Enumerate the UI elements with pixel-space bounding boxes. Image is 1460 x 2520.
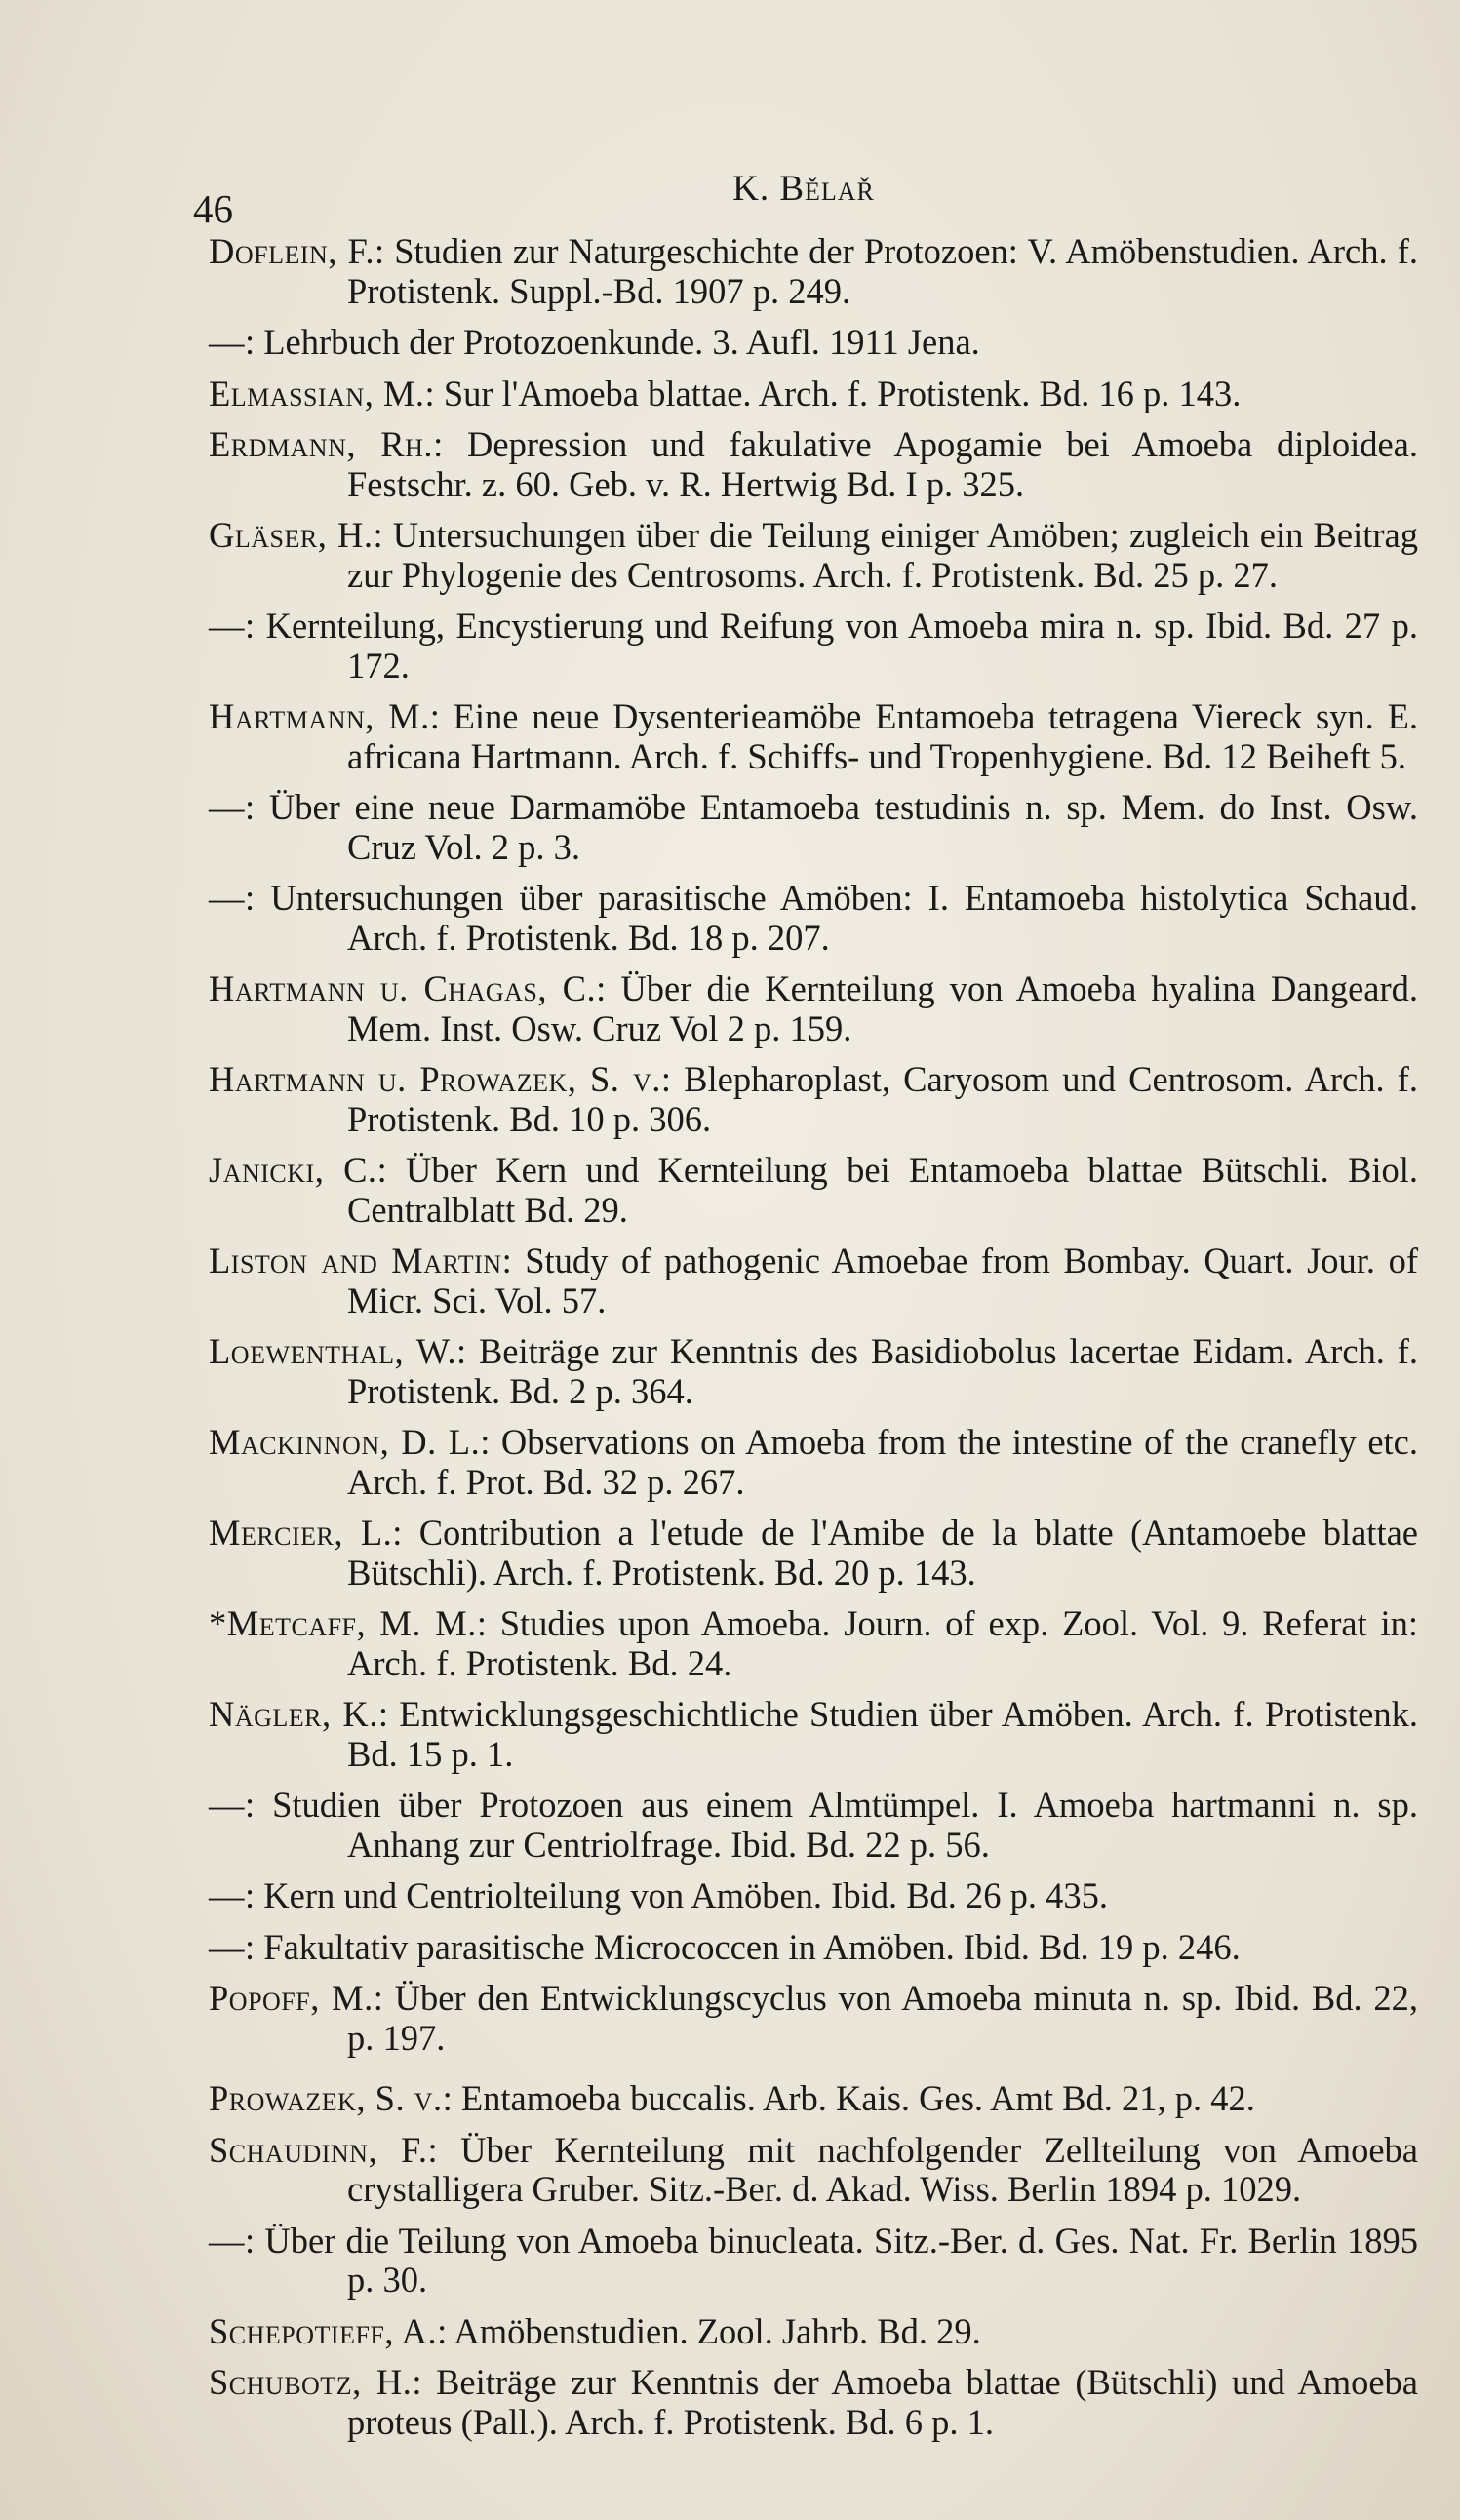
reference-author: — [209, 787, 245, 827]
reference-text: : Beiträge zur Kenntnis des Basidiobolus lacertae Eidam. Arch. f. Protistenk. Bd. 2 p. 364. [347, 1331, 1418, 1411]
reference-text: : Kern und Centriolteilung von Amöben. Ibid. Bd. 26 p. 435. [245, 1875, 1109, 1915]
reference-entry [209, 425, 1418, 504]
reference-author: Hartmann, M. [209, 696, 430, 736]
reference-text: : Depression und fakulative Apogamie bei Amoeba diploidea. Festschr. z. 60. Geb. v. R. Hertwig Bd. I p. 325. [347, 424, 1419, 504]
reference-author: — [209, 606, 245, 646]
reference-author: *Metcaff, M. M. [209, 1603, 477, 1643]
reference-author: Schubotz, H. [209, 2362, 413, 2402]
reference-text: : Über den Entwicklungscyclus von Amoeba minuta n. sp. Ibid. Bd. 22, p. 197. [347, 1978, 1419, 2058]
reference-author: — [209, 2220, 245, 2261]
page-header [193, 168, 1414, 231]
reference-text: : Über die Teilung von Amoeba binucleata. Sitz.-Ber. d. Ges. Nat. Fr. Berlin 1895 p. 30. [245, 2220, 1418, 2300]
reference-author: — [209, 1785, 245, 1825]
reference-entry [209, 2131, 1418, 2210]
reference-list [209, 232, 1418, 2454]
reference-text: : Über Kernteilung mit nachfolgender Zellteilung von Amoeba crystalligera Gruber. Sitz.-Ber. d. Akad. Wiss. Berlin 1894 p. 1029. [347, 2129, 1418, 2209]
reference-entry [209, 1514, 1418, 1593]
reference-entry [209, 1604, 1418, 1683]
reference-text: : Blepharoplast, Caryosom und Centrosom. Arch. f. Protistenk. Bd. 10 p. 306. [347, 1059, 1418, 1139]
reference-entry [209, 879, 1418, 958]
reference-text: : Untersuchungen über die Teilung einiger Amöben; zugleich ein Beitrag zur Phylogenie des Centrosoms. Arch. f. Protistenk. Bd. 25 p. 27. [347, 515, 1418, 595]
reference-entry [209, 2312, 1418, 2352]
reference-author: Schepotieff, A. [209, 2310, 438, 2351]
reference-text: : Fakultativ parasitische Micrococcen in Amöben. Ibid. Bd. 19 p. 246. [245, 1926, 1241, 1967]
reference-text: : Über Kern und Kernteilung bei Entamoeba blattae Bütschli. Biol. Centralblatt Bd. 29. [347, 1150, 1418, 1230]
reference-author: Erdmann, Rh. [209, 424, 434, 464]
reference-entry [209, 1695, 1418, 1774]
reference-text: : Contribution a l'etude de l'Amibe de la blatte (Antamoebe blattae Bütschli). Arch. f. Protistenk. Bd. 20 p. 143. [347, 1513, 1418, 1593]
reference-entry [209, 1332, 1418, 1411]
reference-text: : Sur l'Amoeba blattae. Arch. f. Protistenk. Bd. 16 p. 143. [424, 373, 1242, 413]
reference-entry [209, 516, 1418, 595]
reference-entry [209, 788, 1418, 867]
reference-author: Prowazek, S. v. [209, 2078, 443, 2118]
reference-entry [209, 1423, 1418, 1502]
reference-entry [209, 374, 1418, 414]
reference-author: Loewenthal, W. [209, 1331, 456, 1371]
reference-author: Hartmann u. Prowazek, S. v. [209, 1059, 661, 1099]
reference-text: : Studies upon Amoeba. Journ. of exp. Zool. Vol. 9. Referat in: Arch. f. Protistenk. Bd. 24. [347, 1603, 1418, 1683]
reference-author: Mercier, L. [209, 1513, 393, 1553]
reference-entry [209, 1060, 1418, 1139]
reference-entry [209, 232, 1418, 311]
reference-author: Gläser, H. [209, 515, 374, 555]
reference-author: — [209, 1875, 245, 1915]
reference-author: Mackinnon, D. L. [209, 1422, 481, 1462]
reference-text: : Eine neue Dysenterieamöbe Entamoeba tetragena Viereck syn. E. africana Hartmann. Arch. f. Schiffs- und Tropenhygiene. Bd. 12 Beiheft 5. [347, 696, 1418, 776]
reference-entry [209, 1876, 1418, 1916]
reference-author: Popoff, M. [209, 1978, 374, 2018]
reference-author: — [209, 322, 245, 362]
reference-text: : Study of pathogenic Amoebae from Bombay. Quart. Jour. of Micr. Sci. Vol. 57. [347, 1240, 1418, 1320]
reference-author: Elmassian, M. [209, 373, 425, 413]
reference-author: Hartmann u. Chagas, C. [209, 968, 597, 1008]
reference-author: — [209, 878, 245, 918]
reference-author: Doflein, F. [209, 231, 375, 271]
reference-text: : Untersuchungen über parasitische Amöben: I. Entamoeba histolytica Schaud. Arch. f. Protistenk. Bd. 18 p. 207. [245, 878, 1418, 958]
reference-text: : Lehrbuch der Protozoenkunde. 3. Aufl. 1911 Jena. [245, 322, 980, 362]
reference-text: : Über die Kernteilung von Amoeba hyalina Dangeard. Mem. Inst. Osw. Cruz Vol 2 p. 159. [347, 968, 1419, 1048]
reference-entry [209, 1928, 1418, 1968]
reference-entry [209, 969, 1418, 1048]
reference-entry [209, 697, 1418, 776]
reference-text: : Studien zur Naturgeschichte der Protozoen: V. Amöbenstudien. Arch. f. Protistenk. Suppl.-Bd. 1907 p. 249. [347, 231, 1419, 311]
running-head: K. Bělař [732, 169, 875, 209]
reference-entry [209, 2363, 1418, 2442]
reference-author: — [209, 1926, 245, 1967]
reference-entry [209, 2222, 1418, 2301]
reference-text: : Entamoeba buccalis. Arb. Kais. Ges. Amt Bd. 21, p. 42. [442, 2078, 1255, 2118]
reference-author: Liston and Martin [209, 1240, 502, 1280]
reference-entry [209, 1786, 1418, 1865]
reference-entry [209, 2079, 1418, 2119]
reference-author: Schaudinn, F. [209, 2129, 428, 2170]
reference-text: : Über eine neue Darmamöbe Entamoeba testudinis n. sp. Mem. do Inst. Osw. Cruz Vol. 2 p. 3. [245, 787, 1418, 867]
reference-entry [209, 1151, 1418, 1230]
reference-entry [209, 607, 1418, 686]
reference-text: : Studien über Protozoen aus einem Almtümpel. I. Amoeba hartmanni n. sp. Anhang zur Centriolfrage. Ibid. Bd. 22 p. 56. [245, 1785, 1418, 1865]
reference-author: Nägler, K. [209, 1694, 378, 1734]
reference-text: : Entwicklungsgeschichtliche Studien über Amöben. Arch. f. Protistenk. Bd. 15 p. 1. [347, 1694, 1418, 1774]
reference-entry [209, 1241, 1418, 1320]
reference-text: : Kernteilung, Encystierung und Reifung von Amoeba mira n. sp. Ibid. Bd. 27 p. 172. [245, 606, 1418, 686]
reference-text: : Amöbenstudien. Zool. Jahrb. Bd. 29. [437, 2310, 981, 2351]
reference-text: : Beiträge zur Kenntnis der Amoeba blattae (Bütschli) und Amoeba proteus (Pall.). Arch. f. Protistenk. Bd. 6 p. 1. [347, 2362, 1418, 2442]
reference-author: Janicki, C. [209, 1150, 377, 1190]
reference-text: : Observations on Amoeba from the intestine of the cranefly etc. Arch. f. Prot. Bd. 32 p. 267. [347, 1422, 1418, 1502]
reference-entry [209, 1979, 1418, 2058]
reference-entry [209, 323, 1418, 363]
page-number: 46 [193, 186, 233, 231]
